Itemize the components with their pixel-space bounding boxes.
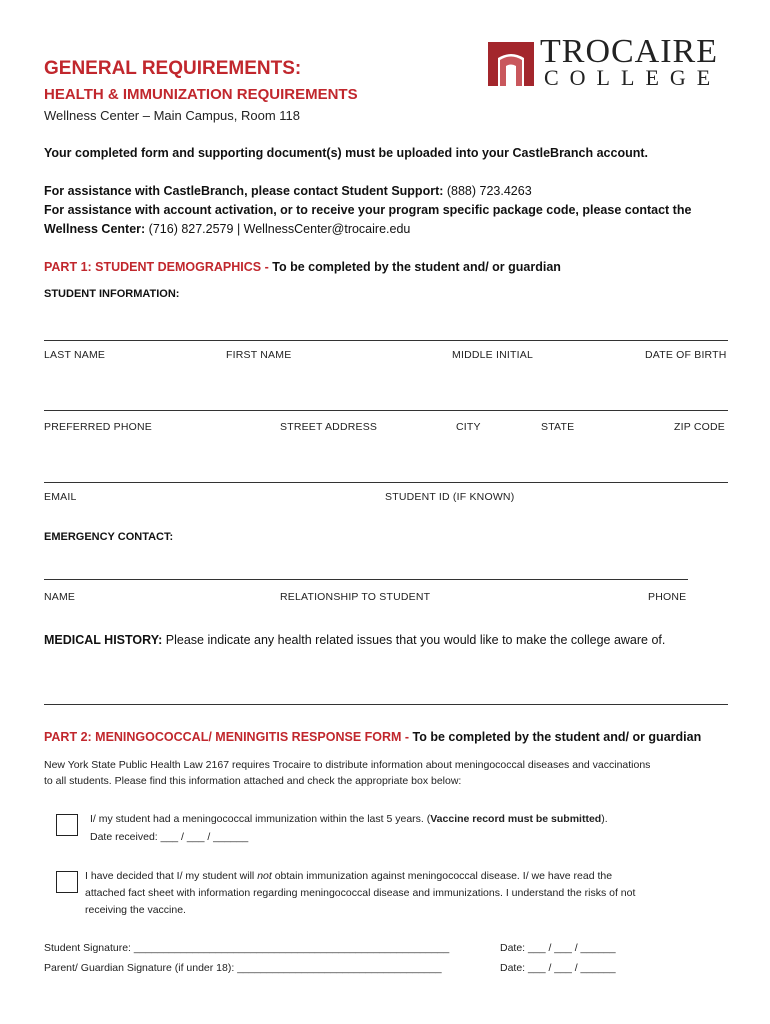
assist-wellness-label: Wellness Center: [44,222,146,236]
row3-field-line[interactable] [44,482,728,483]
medical-history-text: Please indicate any health related issues that you would like to make the college aware of. [162,633,666,647]
part1-heading-black: To be completed by the student and/ or guardian [272,260,561,274]
medical-history-field-line[interactable] [44,704,728,705]
location-text: Wellness Center – Main Campus, Room 118 [44,108,301,123]
label-city: CITY [456,421,481,433]
part2-heading-black: To be completed by the student and/ or guardian [412,730,702,744]
option1-text [90,811,608,827]
row4-field-line[interactable] [44,579,688,580]
assist-castlebranch-label: For assistance with CastleBranch, please contact Student Support: [44,184,444,198]
label-first-name: FIRST NAME [226,349,292,361]
assist-activation: For assistance with account activation, or to receive your program specific package code, please contact the [44,203,692,217]
student-signature-line[interactable]: Student Signature: ______________________________________________________ [44,942,450,954]
label-street-address: STREET ADDRESS [280,421,378,433]
assist-wellness [44,222,410,236]
option2-text-pre: I have decided that I/ my student will [85,870,258,882]
medical-history [44,633,665,647]
option1-text-main: I/ my student had a meningococcal immunization within the last 5 years. ( [90,813,431,825]
parent-signature-line[interactable]: Parent/ Guardian Signature (if under 18): ___________________________________ [44,962,442,974]
option1-text-end: ). [601,813,608,825]
label-middle-initial: MIDDLE INITIAL [452,349,533,361]
label-emergency-name: NAME [44,591,76,603]
trocaire-logo [486,33,728,90]
label-zip-code: ZIP CODE [674,421,725,433]
option2-text-line3: receiving the vaccine. [85,904,186,916]
label-student-id: STUDENT ID (IF KNOWN) [385,491,515,503]
option1-text-bold: Vaccine record must be submitted [430,813,602,825]
assist-castlebranch-phone: (888) 723.4263 [443,184,532,198]
label-relationship: RELATIONSHIP TO STUDENT [280,591,431,603]
option2-text-line1 [85,868,612,884]
page-subtitle: HEALTH & IMMUNIZATION REQUIREMENTS [44,86,358,103]
upload-note: Your completed form and supporting document(s) must be uploaded into your CastleBranch account. [44,146,648,160]
label-email: EMAIL [44,491,77,503]
emergency-contact-heading: EMERGENCY CONTACT: [44,531,174,543]
checkbox-option2[interactable] [56,871,78,893]
label-date-of-birth: DATE OF BIRTH [645,349,727,361]
label-state: STATE [541,421,575,433]
checkbox-option1[interactable] [56,814,78,836]
medical-history-label: MEDICAL HISTORY: [44,633,163,647]
parent-signature-date[interactable]: Date: ___ / ___ / ______ [500,962,616,974]
part2-heading [44,730,701,744]
row2-field-line[interactable] [44,410,728,411]
row1-field-line[interactable] [44,340,728,341]
label-preferred-phone: PREFERRED PHONE [44,421,153,433]
student-signature-date[interactable]: Date: ___ / ___ / ______ [500,942,616,954]
assist-wellness-contact: (716) 827.2579 | WellnessCenter@trocaire.edu [145,222,411,236]
law-text-line1: New York State Public Health Law 2167 requires Trocaire to distribute information about meningococcal diseases and vaccinations [44,759,651,771]
part2-heading-red: PART 2: MENINGOCOCCAL/ MENINGITIS RESPONSE FORM - [44,730,413,744]
student-info-heading: STUDENT INFORMATION: [44,288,180,300]
part1-heading-red: PART 1: STUDENT DEMOGRAPHICS - [44,260,273,274]
page-title: GENERAL REQUIREMENTS: [44,58,302,79]
option2-text-italic: not [257,870,272,882]
law-text-line2: to all students. Please find this information attached and check the appropriate box below: [44,775,462,787]
part1-heading [44,260,561,274]
trocaire-arch-icon [486,38,536,88]
logo-word-trocaire: TROCAIRE [540,33,718,70]
logo-word-college: COLLEGE [544,65,722,90]
label-last-name: LAST NAME [44,349,106,361]
option1-date-received[interactable]: Date received: ___ / ___ / ______ [90,831,249,843]
assist-castlebranch [44,184,532,198]
option2-text-post: obtain immunization against meningococcal disease. I/ we have read the [271,870,613,882]
label-emergency-phone: PHONE [648,591,687,603]
option2-text-line2: attached fact sheet with information regarding meningococcal disease and immunizations. I understand the risks of not [85,887,636,899]
